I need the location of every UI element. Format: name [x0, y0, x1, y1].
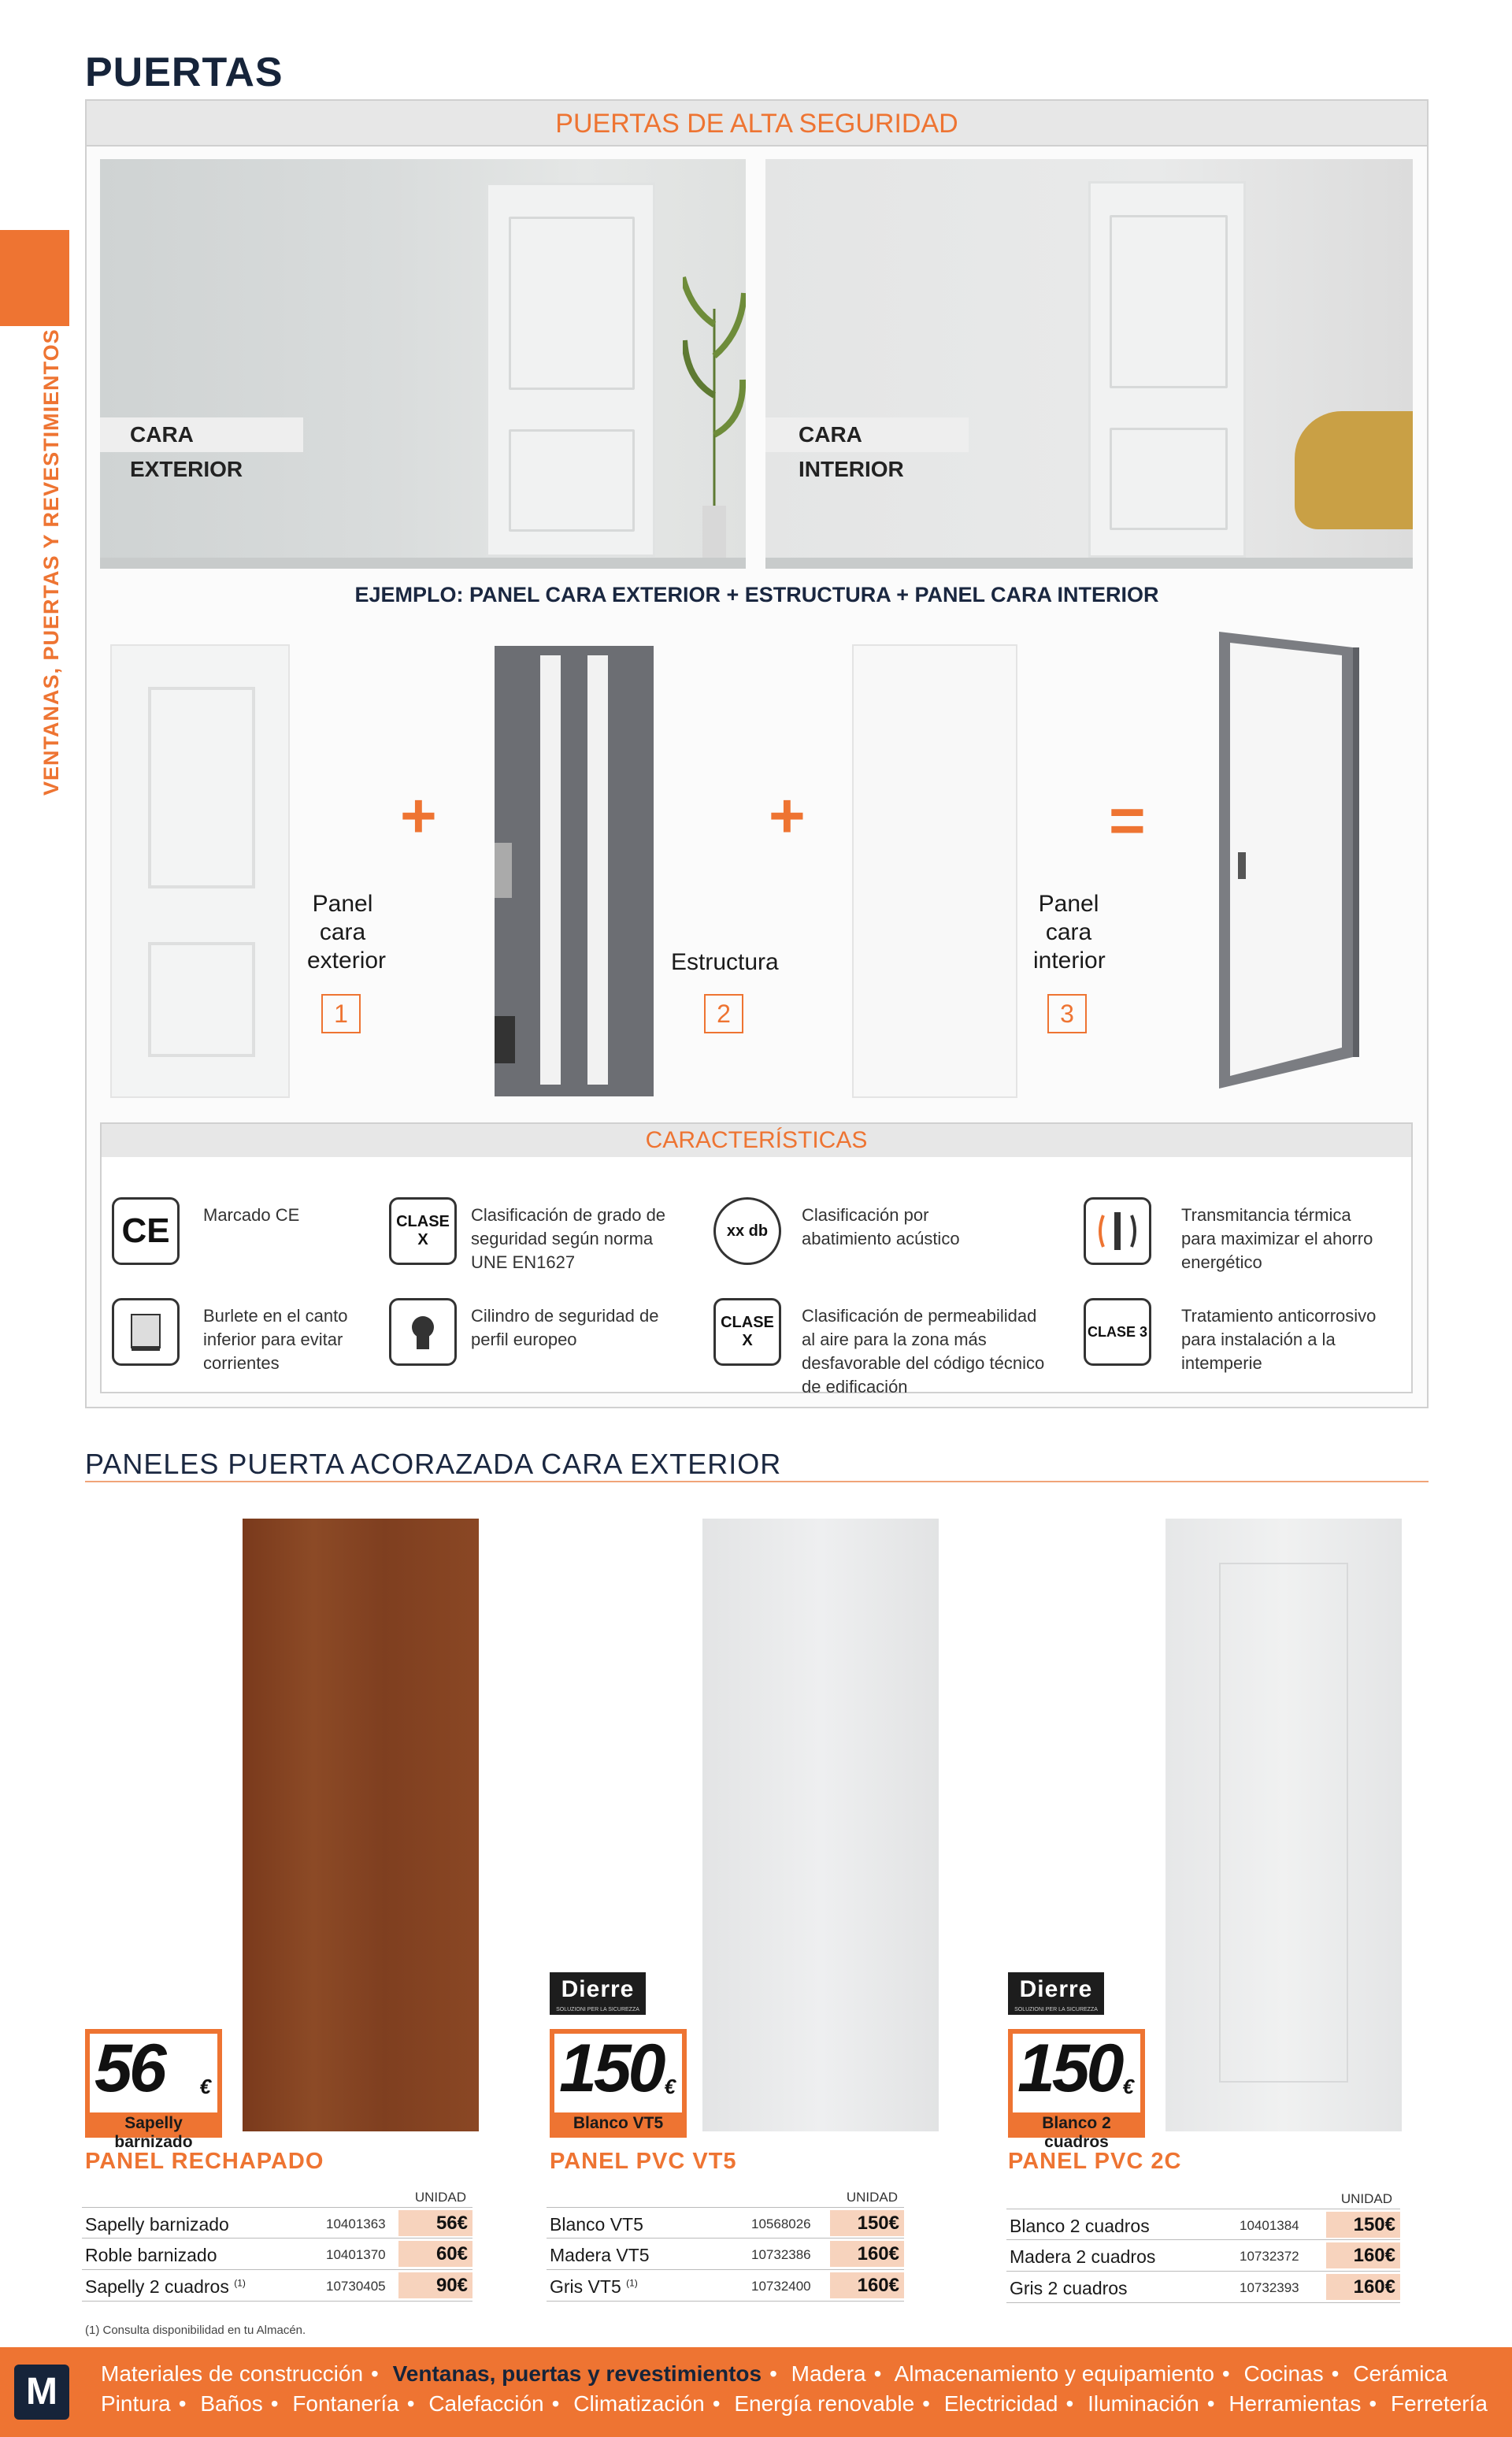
- comp3-label: Panel cara interior: [1033, 891, 1106, 974]
- characteristics-heading: CARACTERÍSTICAS: [102, 1124, 1411, 1157]
- assembled-door-image: [1219, 616, 1362, 1089]
- price-table-rechapado: [82, 2207, 472, 2302]
- security-class-icon: CLASE X: [389, 1197, 457, 1265]
- footer-link[interactable]: Electricidad: [943, 2391, 1058, 2416]
- unit-header-2: UNIDAD: [846, 2190, 898, 2205]
- footer-nav-line1: Materiales de construcción • Ventanas, puertas y revestimientos • Madera • Almacenamiento y equipamiento • Cocinas • Cerámica: [101, 2361, 1448, 2386]
- product-image-rechapado: [243, 1519, 479, 2131]
- product-image-vt5: [702, 1519, 939, 2131]
- footer-link[interactable]: Almacenamiento y equipamiento: [894, 2361, 1214, 2386]
- price-table-2c: [1006, 2209, 1400, 2303]
- comp2-number: 2: [704, 994, 743, 1033]
- footer-link[interactable]: Baños: [200, 2391, 263, 2416]
- product-image-2c: [1166, 1519, 1402, 2131]
- structure-image: [495, 646, 654, 1096]
- footer-link[interactable]: Cocinas: [1243, 2361, 1324, 2386]
- footer-link[interactable]: Iluminación: [1088, 2391, 1199, 2416]
- page-title: PUERTAS: [85, 50, 284, 95]
- footer-link[interactable]: Energía renovable: [734, 2391, 915, 2416]
- comp2-label: Estructura: [671, 949, 779, 975]
- price-tag-rechapado: 56 € Sapelly barnizado: [85, 2029, 222, 2138]
- anticorrosion-icon: CLASE 3: [1084, 1298, 1151, 1366]
- draft-seal-icon: [112, 1298, 180, 1366]
- comp3-number: 3: [1047, 994, 1087, 1033]
- table-row: Sapelly 2 cuadros $^{(1)}$ 10730405 90€: [82, 2270, 472, 2302]
- comp1-label: Panel cara exterior: [307, 891, 387, 974]
- footer-link[interactable]: Pintura: [101, 2391, 171, 2416]
- label-cara-interior: CARA INTERIOR: [765, 417, 969, 452]
- thermal-icon: [1084, 1197, 1151, 1265]
- table-row: Blanco VT5 10568026 150€: [547, 2207, 904, 2239]
- plant-icon: [683, 262, 746, 561]
- char-text-acoustic: Clasificación por abatimiento acústico: [802, 1205, 960, 1248]
- brand-logo-2c: Dierre SOLUZIONI PER LA SICUREZZA: [1008, 1972, 1104, 2015]
- air-permeability-icon: CLASE X: [713, 1298, 781, 1366]
- table-row: Blanco 2 cuadros 10401384 150€: [1006, 2209, 1400, 2240]
- table-row: Gris VT5 $^{(1)}$ 10732400 160€: [547, 2270, 904, 2302]
- price-tag-2c: 150 € Blanco 2 cuadros: [1008, 2029, 1145, 2138]
- footer-link[interactable]: Cerámica: [1353, 2361, 1448, 2386]
- char-text-thermal: Transmitancia térmica para maximizar el ahorro energético: [1181, 1205, 1373, 1272]
- footer-link[interactable]: Climatización: [573, 2391, 705, 2416]
- product-name-vt5: PANEL PVC VT5: [550, 2149, 737, 2174]
- table-row: Madera 2 cuadros 10732372 160€: [1006, 2240, 1400, 2272]
- unit-header-3: UNIDAD: [1340, 2191, 1392, 2206]
- table-row: Gris 2 cuadros 10732393 160€: [1006, 2272, 1400, 2303]
- ce-mark-icon: CE: [112, 1197, 180, 1265]
- char-text-anticorrosion: Tratamiento anticorrosivo para instalación a la intemperie: [1181, 1306, 1377, 1373]
- product-name-2c: PANEL PVC 2C: [1008, 2149, 1182, 2174]
- table-row: Madera VT5 10732386 160€: [547, 2239, 904, 2270]
- footer-nav-line2: Pintura • Baños • Fontanería • Calefacción • Climatización • Energía renovable • Electricidad • Iluminación • Herramientas • Ferretería: [101, 2391, 1488, 2416]
- side-category: VENTANAS, PUERTAS Y REVESTIMIENTOS: [39, 328, 63, 796]
- panel-interior-image: [852, 644, 1017, 1098]
- char-text-cylinder: Cilindro de seguridad de perfil europeo: [471, 1306, 659, 1349]
- side-tab: [0, 230, 69, 326]
- brand-logo-m: M: [0, 2347, 88, 2437]
- acoustic-icon: xx db: [713, 1197, 781, 1265]
- photo-interior: [765, 159, 1413, 569]
- product-name-rechapado: PANEL RECHAPADO: [85, 2149, 324, 2174]
- footer-link[interactable]: Calefacción: [428, 2391, 544, 2416]
- lock-cylinder-icon: [389, 1298, 457, 1366]
- security-heading: PUERTAS DE ALTA SEGURIDAD: [87, 101, 1427, 147]
- equals-sign: =: [1109, 785, 1146, 855]
- panels-divider: [85, 1481, 1429, 1482]
- footnote: (1) Consulta disponibilidad en tu Almacén.: [85, 2324, 306, 2337]
- plus-sign-1: +: [400, 781, 437, 851]
- brand-logo-vt5: Dierre SOLUZIONI PER LA SICUREZZA: [550, 1972, 646, 2015]
- footer-link[interactable]: Madera: [791, 2361, 866, 2386]
- price-table-vt5: [547, 2207, 904, 2302]
- char-text-ce: Marcado CE: [203, 1205, 300, 1225]
- photo-exterior: [100, 159, 746, 569]
- panel-exterior-image: [110, 644, 290, 1098]
- label-cara-exterior: CARA EXTERIOR: [100, 417, 303, 452]
- footer-link-active[interactable]: Ventanas, puertas y revestimientos: [392, 2361, 762, 2386]
- table-row: Roble barnizado 10401370 60€: [82, 2239, 472, 2270]
- char-text-draft: Burlete en el canto inferior para evitar corrientes: [203, 1306, 348, 1373]
- comp1-number: 1: [321, 994, 361, 1033]
- footer-link[interactable]: Herramientas: [1228, 2391, 1362, 2416]
- plus-sign-2: +: [769, 781, 806, 851]
- char-text-air: Clasificación de permeabilidad al aire para la zona más desfavorable del código técnico de edificación: [802, 1306, 1045, 1397]
- footer-link[interactable]: Materiales de construcción: [101, 2361, 364, 2386]
- price-tag-vt5: 150 € Blanco VT5: [550, 2029, 687, 2138]
- char-text-security: Clasificación de grado de seguridad según norma UNE EN1627: [471, 1205, 666, 1272]
- footer-link[interactable]: Fontanería: [292, 2391, 399, 2416]
- example-caption: EJEMPLO: PANEL CARA EXTERIOR + ESTRUCTURA + PANEL CARA INTERIOR: [354, 583, 1159, 606]
- panels-heading: PANELES PUERTA ACORAZADA CARA EXTERIOR: [85, 1448, 782, 1480]
- unit-header-1: UNIDAD: [414, 2190, 466, 2205]
- table-row: Sapelly barnizado 10401363 56€: [82, 2207, 472, 2239]
- footer-link[interactable]: Ferretería: [1390, 2391, 1488, 2416]
